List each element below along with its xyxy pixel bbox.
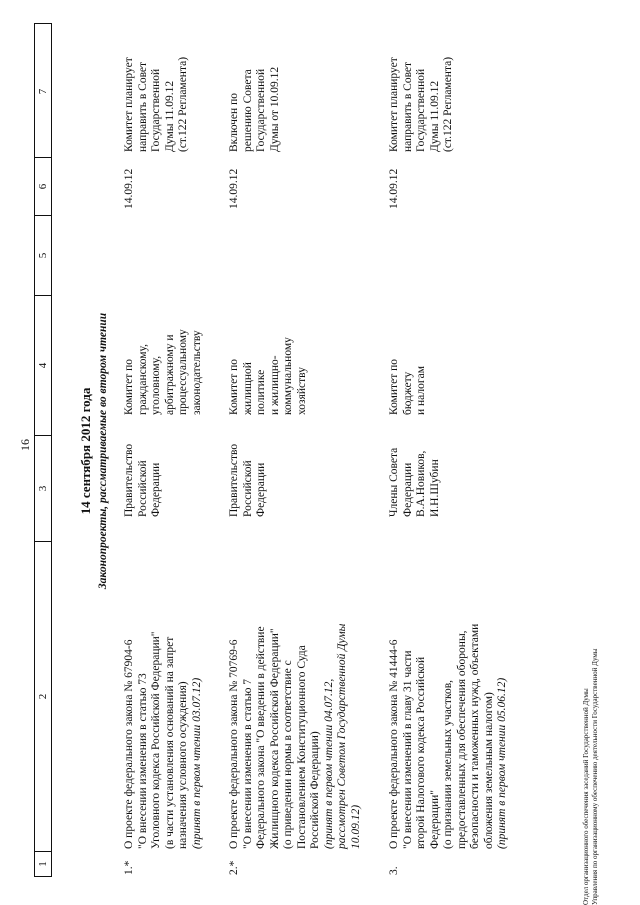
column-number: 2 — [35, 541, 51, 851]
section-heading: Законопроекты, рассматриваемые во втором чтении — [97, 312, 109, 590]
table-row — [228, 25, 378, 877]
author-line: В.А.Новиков, — [415, 450, 427, 517]
footer-line: Отдел организационного обеспечения заседаний Государственной Думы — [582, 688, 590, 905]
author-line: Федерации — [401, 462, 414, 517]
reading-note: 10.09.12) — [349, 804, 362, 849]
committee-line: процессуальному — [177, 329, 189, 415]
decision-line: Комитет планирует — [388, 57, 400, 152]
description-line: О проекте федерального закона № 70769-6 — [228, 639, 240, 849]
reading-note: рассмотрен Советом Государственной Думы — [336, 623, 348, 849]
description-line: Постановлением Конституционного Суда — [295, 645, 308, 849]
reading-note: (принят в первом чтении 04.07.12, — [322, 678, 335, 849]
description-line: (в части установления оснований на запрет — [163, 636, 176, 849]
row-number: 3. — [388, 866, 400, 875]
page-footer — [582, 0, 600, 905]
column-number: 3 — [35, 435, 51, 541]
table-row — [388, 25, 528, 877]
decision-line: решению Совета — [241, 69, 254, 152]
bill-description — [228, 549, 363, 849]
description-line: обложения земельным налогом) — [482, 692, 495, 849]
author-line: Федерации — [150, 462, 162, 517]
column-number: 1 — [35, 851, 51, 876]
column-number: 6 — [35, 157, 51, 215]
description-line: "О внесении изменений в главу 31 части — [401, 650, 414, 849]
decision-line: направить в Совет — [401, 61, 414, 152]
decision-line: Включен по — [228, 93, 240, 152]
bill-author — [388, 437, 442, 517]
committee-line: арбитражному и — [163, 334, 176, 415]
decision-note — [388, 27, 456, 152]
committee-line: Комитет по бюджету — [388, 359, 414, 415]
author-line: Члены Совета — [388, 447, 400, 517]
decision-line: Думы 11.09.12 — [428, 80, 441, 152]
description-line: (о приведении нормы в соответствие с — [282, 660, 294, 849]
reading-note: (принят в первом чтении 03.07.12) — [190, 677, 203, 849]
decision-note — [123, 27, 191, 152]
responsible-committee — [123, 320, 204, 415]
decision-line: Думы от 10.09.12 — [268, 66, 281, 152]
author-line: Правительство — [123, 443, 135, 517]
column-number: 7 — [37, 88, 49, 95]
description-line: Федерального закона "О введении в действие — [255, 626, 267, 849]
footer-line: Управления по организационному обеспечению деятельности Государственной Думы — [591, 648, 599, 905]
committee-line: хозяйству — [295, 367, 308, 415]
responsible-committee — [388, 320, 429, 415]
description-line: предоставленных для обеспечения обороны, — [455, 630, 468, 849]
author-line: И.Н.Шубин — [428, 459, 441, 517]
committee-line: гражданскому, — [136, 343, 149, 415]
column-number-header — [34, 23, 52, 877]
decision-line: Государственной — [415, 68, 427, 152]
author-line: Правительство — [228, 443, 240, 517]
page-number: 16 — [18, 439, 32, 451]
description-line: Уголовного кодекса Российской Федерации" — [150, 631, 162, 849]
bill-description — [123, 549, 204, 849]
review-date: 14.09.12 — [388, 168, 400, 209]
committee-line: Комитет по — [228, 359, 240, 415]
committee-line: законодательству — [190, 330, 203, 415]
column-number: 5 — [35, 215, 51, 295]
description-line: Жилищного кодекса Российской Федерации" — [268, 628, 281, 849]
table-row — [123, 25, 218, 877]
description-line: "О внесении изменения в статью 73 — [136, 673, 149, 849]
committee-line: и жилищно- — [268, 355, 281, 415]
description-line: назначения условного осуждения) — [177, 681, 189, 849]
description-line: безопасности и таможенных нужд, объектами — [469, 623, 481, 849]
row-number: 1.* — [123, 860, 135, 875]
decision-line: (ст.122 Регламента) — [177, 56, 189, 152]
description-line: О проекте федерального закона № 67904-6 — [123, 639, 135, 849]
description-line: (о признании земельных участков, — [442, 680, 454, 849]
committee-line: коммунальному — [282, 337, 294, 415]
description-line: второй Налогового кодекса Российской — [415, 656, 427, 849]
bill-author — [123, 437, 164, 517]
committee-line: жилищной политике — [241, 362, 267, 415]
committee-line: Комитет по — [123, 359, 135, 415]
review-date: 14.09.12 — [123, 168, 135, 209]
committee-line: уголовному, — [150, 355, 162, 415]
decision-line: направить в Совет — [136, 61, 149, 152]
reading-note: (принят в первом чтении 05.06.12) — [496, 677, 508, 849]
responsible-committee — [228, 320, 309, 415]
committee-line: и налогам — [415, 366, 427, 415]
decision-line: Государственной — [150, 68, 162, 152]
date-heading: 14 сентября 2012 года — [78, 387, 93, 515]
author-line: Российской — [136, 460, 149, 517]
description-line: О проекте федерального закона № 41444-6 — [388, 639, 400, 849]
description-line: Федерации" — [428, 789, 441, 849]
description-line: "О внесении изменения в статью 7 — [241, 678, 254, 849]
decision-line: Комитет планирует — [123, 57, 135, 152]
decision-line: Думы 11.09.12 — [163, 80, 176, 152]
row-number: 2.* — [228, 860, 240, 875]
decision-note — [228, 27, 282, 152]
author-line: Российской — [241, 460, 254, 517]
bill-description — [388, 549, 510, 849]
review-date: 14.09.12 — [228, 168, 240, 209]
column-number: 4 — [35, 295, 51, 435]
decision-line: Государственной — [255, 68, 267, 152]
decision-line: (ст.122 Регламента) — [442, 56, 454, 152]
author-line: Федерации — [255, 462, 267, 517]
description-line: Российской Федерации) — [309, 731, 321, 849]
bill-author — [228, 437, 269, 517]
